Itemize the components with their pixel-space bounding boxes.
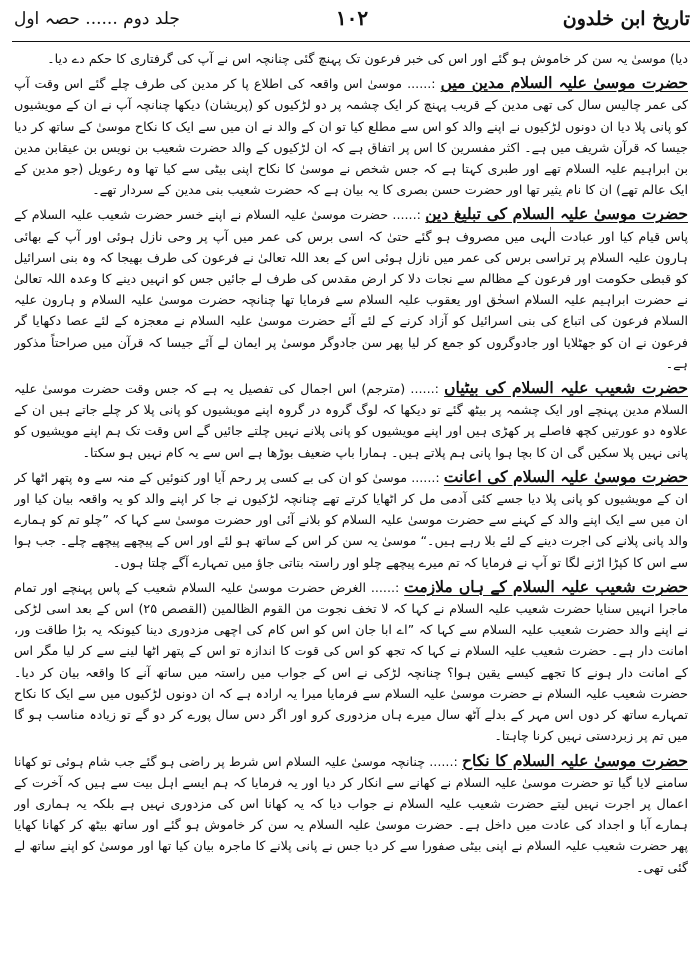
page-number: ۱۰۲ [335, 6, 369, 30]
paragraph-text: :...... چنانچہ موسیٰ علیہ السلام اس شرط پر راضی ہو گئے جب شام ہوئی تو کھانا سامنے لایا گیا تو حضرت موسیٰ علیہ السلام نے کھانے سے انکار کر دیا اور یہ فرمایا کہ ہم ایسے اہل بیت سے ہیں کہ آخرت کے اعمال پر اجرت نہیں لیتے حضرت شعیب علیہ السلام نے جواب دیا کہ یہ کھانا اس کی مزدوری نہیں ہے بلکہ یہ ہماری اور ہمارے آبا و اجداد کی عادت میں داخل ہے۔ حضرت موسیٰ علیہ السلام یہ سن کر خاموش ہو گئے اور ساتھ بیٹھ کر کھانا کھایا پھر حضرت شعیب علیہ السلام نے اپنی بیٹی صفورا سے کر دیا جس نے پانی پلانے کا ماجرہ بیان کیا تھا اور موسیٰ کو اپنے ساتھ لے گئی تھی۔ [14, 753, 688, 875]
paragraph [14, 466, 688, 573]
paragraph [14, 576, 688, 747]
paragraph-text: :...... (مترجم) اس اجمال کی تفصیل یہ ہے کہ جس وقت حضرت موسیٰ علیہ السلام مدین پہنچے اور ایک چشمہ پر بیٹھ گئے تو دیکھا کہ لوگ گروہ در گروہ اپنے مویشیوں کو پانی پلا کر چلے جاتے ہیں ان کے علاوہ دو عورتیں کچھ فاصلے پر کھڑی ہیں اور اپنے مویشیوں کو پانی پلانے نہیں چلتے جائیں گے اس وقت تک ہم اپنے مویشیوں کو پانی نہیں پلا سکیں گی ان کا بچا ہوا پانی ہم پلاتے ہیں۔ ہمارا باپ ضعیف بوڑھا ہے اس سے یہ کام نہیں ہو سکتا۔ [14, 381, 688, 460]
paragraph [14, 203, 688, 374]
paragraph-text: :...... حضرت موسیٰ علیہ السلام نے اپنے خسر حضرت شعیب علیہ السلام کے پاس قیام کیا اور عبادت الٰہی میں مصروف ہو گئے حتیٰ کہ اسی برس کی عمر میں آپ پر وحی نازل ہوئی اور آپ کے بھائی ہارون علیہ السلام پر تراسی برس کی عمر میں نازل ہوئی اس کے بعد اللہ تعالیٰ نے فرعون کی طرف بھیجا کہ وہ بنی اسرائیل کو قبطی حکومت اور فرعون کے مظالم سے نجات دلا کر ارض مقدس کی طرف لے جائیں جس کو انہیں دینے کا وعدہ اللہ تعالیٰ نے حضرت ابراہیم علیہ السلام اسحٰق اور یعقوب علیہ السلام سے فرمایا تھا چنانچہ حضرت موسیٰ علیہ السلام و ہارون علیہ السلام فرعون کی اتباع کی بنی اسرائیل کو آزاد کرنے کے لئے آئے حضرت موسیٰ علیہ السلام نے معجزہ کے لئے عصا دکھایا گر فرعون نے ان کو جھٹلایا اور جادوگروں کو جمع کر لیا پھر سن جادوگر موسیٰ پر ایمان لے آئے جیسا کہ قرآن میں صراحتاً مذکور ہے۔ [14, 207, 688, 371]
book-title: تاریخ ابن خلدون [562, 8, 690, 30]
paragraph-text: دیا) موسیٰ یہ سن کر خاموش ہو گئے اور اس کی خبر فرعون تک پہنچ گئی چنانچہ اس نے آپ کی گرفتاری کا حکم دے دیا۔ [47, 51, 688, 66]
paragraph-text: :...... موسیٰ اس واقعہ کی اطلاع پا کر مدین کی طرف چلے گئے اس وقت آپ کی عمر چالیس سال کی تھی مدین کے قریب پہنچ کر ایک چشمہ پر دو لڑکیوں کو (پریشان) دیکھا چنانچہ آپ نے ان کے مویشیوں کو پانی پلا دیا ان دونوں لڑکیوں نے اپنے والد کو اس سے مطلع کیا تو ان کے والد نے ان میں سے ایک کا نکاح موسیٰ کے ساتھ کر دیا جیسا کہ قرآن شریف میں ہے۔ اکثر مفسرین کا اس پر اتفاق ہے کہ ان لڑکیوں کے والد حضرت شعیب بن نویس بن عیقابن مدین بن ابراہیم علیہ السلام تھے اور طبری کہتا ہے کہ جس شخص نے موسیٰ کا نکاح اپنی بیٹی سے کیا تھا وہ رعویل (جو مدین کے ایک عالم تھے) ان کا نام یثیر تھا اور حضرت حسن بصری کا یہ بیان ہے کہ حضرت شعیب بنی مدین کے سردار تھے۔ [14, 76, 688, 198]
page-body [14, 47, 688, 974]
section-heading: حضرت موسیٰ علیہ السلام کا نکاح [462, 750, 688, 770]
paragraph [14, 377, 688, 463]
section-heading: حضرت موسیٰ علیہ السلام مدین میں [440, 73, 688, 93]
paragraph [14, 47, 688, 69]
section-heading: حضرت موسیٰ علیہ السلام کی اعانت [443, 466, 688, 486]
section-heading: حضرت شعیب علیہ السلام کے ہاں ملازمت [404, 576, 688, 596]
paragraph-text: :...... موسیٰ کو ان کی بے کسی پر رحم آیا اور کنوئیں کے منہ سے وہ پتھر اٹھا کر ان کے مویشیوں کو پانی پلا دیا جسے کئی آدمی مل کر اٹھایا کرتے تھے چنانچہ لڑکیوں نے جا کر اپنے والد کو یہ واقعہ بیان کیا اور ان میں سے ایک اپنے والد کے کہنے سے حضرت موسیٰ علیہ السلام کو بلانے آئی اور حضرت موسیٰ سے کہا کہ ”چلو تم کو ہمارے والد پانی پلانے کی اجرت دینے کے لئے بلا رہے ہیں۔“ موسیٰ یہ سن کر اس کے ساتھ ہو لئے اور اس کے پیچھے پیچھے چلے۔ جب ہوا سے اس کا کپڑا اڑنے لگا تو آپ نے فرمایا کہ تم میرے پیچھے چلو اور راستہ بتاتی جاؤ میں تمہارے آگے چلتا ہوں۔ [14, 469, 688, 570]
header-rule [12, 41, 690, 42]
page-header [14, 6, 690, 38]
paragraph-text: :...... الغرض حضرت موسیٰ علیہ السلام شعیب کے پاس پہنچے اور تمام ماجرا انہیں سنایا حضرت شعیب علیہ السلام نے کہا کہ لا تخف نجوت من القوم الظالمین (القصص ۲۵) اس کے بعد اسی لڑکی نے اپنے والد حضرت شعیب علیہ السلام سے کہا کہ ”اے ابا جان اس کو اس کام کی اچھی مزدوری دینا کیونکہ یہ بڑا طاقت ور، امانت دار ہے۔ حضرت شعیب علیہ السلام نے کہا کہ تجھ کو اس کی قوت کا اندازہ تو اس کے پتھر اٹھا لینے سے کر لیا مگر اس کے امانت دار ہونے کا تجھے کیسے یقین ہوا؟ چنانچہ لڑکی نے اس کے جواب میں راستہ میں ساتھ آنے کا واقعہ بیان کر دیا۔ حضرت شعیب علیہ السلام نے حضرت موسیٰ علیہ السلام سے فرمایا میرا یہ ارادہ ہے کہ ان دونوں لڑکیوں میں سے ایک کا نکاح تمہارے ساتھ کر دوں اس مہر کے بدلے آٹھ سال میرے ہاں مزدوری کرو اور اگر دس سال پورے کر دو گے تو زیادہ مناسب ہو گا میں تم پر زبردستی نہیں کرنا چاہتا۔ [14, 579, 688, 744]
section-heading: حضرت شعیب علیہ السلام کی بیٹیاں [444, 378, 688, 398]
section-heading: حضرت موسیٰ علیہ السلام کی تبلیغ دین [425, 204, 688, 224]
paragraph [14, 750, 688, 878]
volume-label: جلد دوم ...... حصہ اول [14, 9, 180, 29]
paragraph [14, 72, 688, 200]
